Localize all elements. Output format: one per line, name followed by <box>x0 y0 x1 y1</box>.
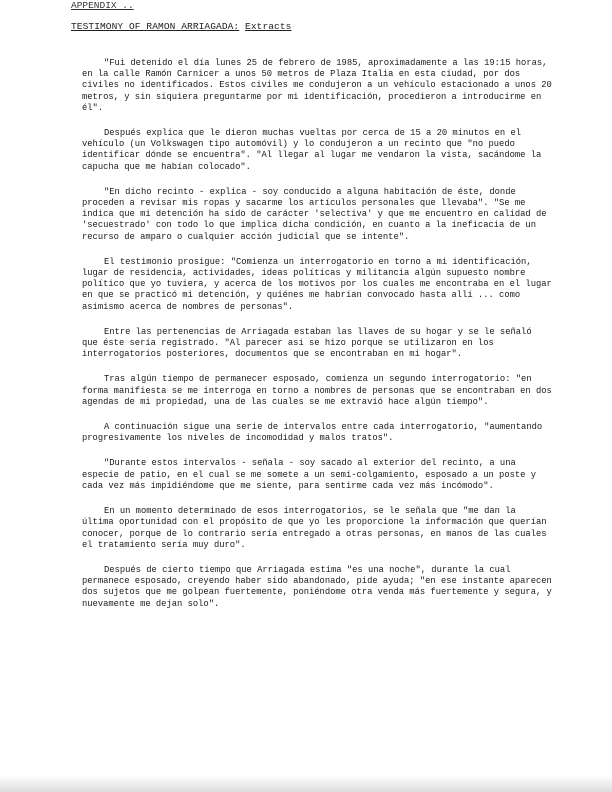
title-prefix: TESTIMONY OF RAMON ARRIAGADA: <box>71 21 240 32</box>
paragraph: Entre las pertenencias de Arriagada estaban las llaves de su hogar y se le señaló que éste sería registrado. "Al parecer así se hizo porque se utilizaron en los interrogatorios posteriores, documentos que se encontraban en mi hogar". <box>82 326 532 360</box>
paragraph: "Fui detenido el día lunes 25 de febrero de 1985, aproximadamente a las 19:15 horas, en la calle Ramón Carnicer a unos 50 metros de Plaza Italia en esta ciudad, por dos civiles no identificados. Estos civiles me condujeron a un vehículo estacionado a unos 20 metros, y sin siquiera preguntarme por mi identificación, procedieron a introducirme en él". <box>82 58 552 113</box>
paragraph: Tras algún tiempo de permanecer esposado, comienza un segundo interrogatorio: "en forma manifiesta se me interroga en torno a nombres de personas que se encontraban en dos agendas de mi propiedad, una de las cuales se me extravió hace algún tiempo". <box>82 374 552 407</box>
paragraph: En un momento determinado de esos interrogatorios, se le señala que "me dan la última oportunidad con el propósito de que yo les proporcione la información que querían conocer, porque de lo contrario sería entregado a otras personas, en manos de las cuales el tratamiento sería muy duro". <box>82 506 547 550</box>
paragraph: El testimonio prosigue: "Comienza un interrogatorio en torno a mi identificación, lugar de residencia, actividades, ideas políticas y militancia algún supuesto nombre político que yo tuviera, y acerca de los motivos por los cuales me encontraba en el lugar en que se practicó mi detención, y quiénes me habrían convocado hasta allí ... como asimismo acerca de nombres de personas". <box>82 256 552 312</box>
paragraph: "En dicho recinto - explica - soy conducido a alguna habitación de éste, donde proceden a revisar mis ropas y sacarme los artículos personales que llevaba". "Se me indica que mi detención ha sido de carácter 'selectiva' y que me encuentro en calidad de 'secuestrado' con todo lo que implica dicha condición, en cuanto a la ineficacia de un recurso de amparo o cualquier acción judicial que se intente". <box>82 186 547 242</box>
paragraph: A continuación sigue una serie de intervalos entre cada interrogatorio, "aumentando progresivamente los niveles de incomodidad y malos tratos". <box>82 422 543 444</box>
appendix-label: APPENDIX .. <box>71 0 134 11</box>
paragraph: Después de cierto tiempo que Arriagada estima "es una noche", durante la cual permanece esposado, creyendo haber sido abandonado, pide ayuda; "en ese instante aparecen dos sujetos que me golpean fuertemente, poniéndome otra venda más fuertemente y segura, y nuevamente me dejan solo". <box>82 564 552 609</box>
document-title <box>71 21 291 32</box>
paragraph: "Durante estos intervalos - señala - soy sacado al exterior del recinto, a una especie de patio, en el cual se me somete a un semi-colgamiento, esposado a un poste y cada vez más impidiéndome que me siente, para sentirme cada vez más incómodo". <box>82 458 536 491</box>
scan-shadow-edge <box>0 775 612 792</box>
document-body <box>82 58 552 624</box>
title-suffix: Extracts <box>245 21 292 32</box>
paragraph: Después explica que le dieron muchas vueltas por cerca de 15 a 20 minutos en el vehículo (un Volkswagen tipo automóvil) y lo condujeron a un recinto que "no puedo identificar dónde se encuentra". "Al llegar al lugar me vendaron la vista, sacándome la capucha que me habían colocado". <box>82 128 542 172</box>
